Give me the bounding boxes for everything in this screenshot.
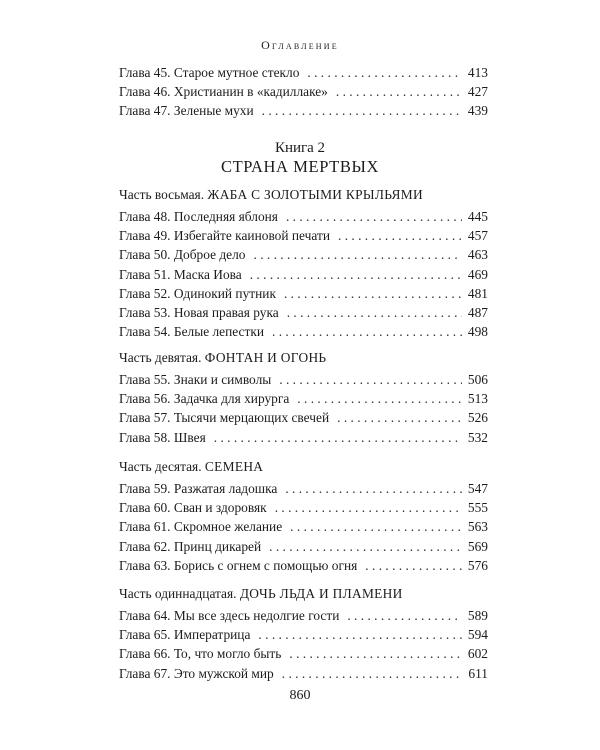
dot-leader [307,63,462,82]
part-name: ЖАБА С ЗОЛОТЫМИ КРЫЛЬЯМИ [207,187,423,202]
part-name: ДОЧЬ ЛЬДА И ПЛАМЕНИ [239,586,403,601]
part-heading[interactable] [119,186,488,204]
chapter-title: Глава 57. Тысячи мерцающих свечей [119,410,330,426]
dot-leader [262,101,462,120]
toc-entry[interactable] [119,479,488,498]
page-number: 445 [467,209,488,224]
page-number: 506 [467,372,488,387]
dot-leader [254,245,462,264]
chapter-title: Глава 51. Маска Иова [119,266,242,282]
toc-entry[interactable] [119,517,488,536]
chapter-title: Глава 47. Зеленые мухи [119,103,254,119]
part-label: Часть одиннадцатая. [119,586,237,601]
toc-block-part-8 [119,207,488,341]
page-number: 498 [467,324,488,340]
page-number: 532 [467,429,488,445]
book-label: Книга 2 [274,140,326,156]
book-title: СТРАНА МЕРТВЫХ [221,157,379,176]
toc-entry[interactable] [119,625,488,644]
page-number: 457 [467,228,488,244]
toc-entry[interactable] [119,245,488,264]
toc-entry[interactable] [119,606,488,625]
page-number: 547 [467,481,488,496]
dot-leader [269,537,462,556]
page-number: 413 [467,65,488,80]
toc-entry[interactable] [119,284,488,303]
page-number: 481 [467,285,488,301]
toc-entry[interactable] [119,408,488,427]
toc-entry[interactable] [119,101,488,120]
chapter-title: Глава 59. Разжатая ладошка [119,481,278,496]
part-name: СЕМЕНА [204,459,264,474]
dot-leader [214,428,462,447]
dot-leader [285,479,462,498]
chapter-title: Глава 65. Императрица [119,627,251,643]
chapter-title: Глава 46. Христианин в «кадиллаке» [119,84,328,100]
chapter-title: Глава 56. Задачка для хирурга [119,391,290,407]
running-head: Оглавление [261,38,339,52]
page-number: 602 [467,646,488,662]
chapter-title: Глава 54. Белые лепестки [119,324,265,340]
chapter-title: Глава 48. Последняя яблоня [119,209,278,224]
page-number: 469 [467,266,488,282]
dot-leader [336,82,462,101]
dot-leader [286,207,462,226]
toc-block-part-10 [119,479,488,575]
page-number: 439 [467,103,488,119]
toc-entry[interactable] [119,664,488,683]
page-number: 589 [467,608,488,623]
toc-block-top [119,63,488,121]
chapter-title: Глава 63. Борись с огнем с помощью огня [119,557,358,573]
page-number: 487 [467,304,488,320]
page-number: 526 [467,410,488,426]
toc-entry[interactable] [119,644,488,663]
chapter-title: Глава 60. Сван и здоровяк [119,500,267,516]
chapter-title: Глава 67. Это мужской мир [119,665,274,681]
toc-entry[interactable] [119,389,488,408]
dot-leader [338,226,462,245]
toc-entry[interactable] [119,498,488,517]
chapter-title: Глава 64. Мы все здесь недолгие гости [119,608,340,623]
chapter-title: Глава 49. Избегайте каиновой печати [119,228,331,244]
toc-entry[interactable] [119,370,488,389]
toc-entry[interactable] [119,537,488,556]
dot-leader [279,370,462,389]
page-number: 513 [467,391,488,407]
dot-leader [289,644,462,663]
toc-entry[interactable] [119,265,488,284]
dot-leader [284,284,462,303]
toc-entry[interactable] [119,82,488,101]
part-name: ФОНТАН И ОГОНЬ [204,350,327,365]
page-number: 463 [467,247,488,263]
page-number: 555 [467,500,488,516]
toc-entry[interactable] [119,428,488,447]
dot-leader [290,517,462,536]
page-number: 611 [468,665,488,681]
chapter-title: Глава 58. Швея [119,429,206,445]
chapter-title: Глава 50. Доброе дело [119,247,246,263]
dot-leader [272,322,462,341]
toc-entry[interactable] [119,63,488,82]
dot-leader [250,265,462,284]
part-heading[interactable] [119,585,488,603]
part-label: Часть девятая. [119,350,202,365]
dot-leader [275,498,462,517]
chapter-title: Глава 61. Скромное желание [119,519,283,535]
toc-entry[interactable] [119,303,488,322]
chapter-title: Глава 53. Новая правая рука [119,304,279,320]
page-number: 576 [467,557,488,573]
toc-block-part-11 [119,606,488,683]
dot-leader [282,664,462,683]
dot-leader [297,389,462,408]
toc-block-part-9 [119,370,488,447]
page-number: 427 [467,84,488,100]
part-label: Часть восьмая. [119,187,205,202]
chapter-title: Глава 62. Принц дикарей [119,538,262,554]
toc-entry[interactable] [119,322,488,341]
toc-entry[interactable] [119,556,488,575]
toc-entry[interactable] [119,207,488,226]
chapter-title: Глава 66. То, что могло быть [119,646,282,662]
chapter-title: Глава 55. Знаки и символы [119,372,272,387]
dot-leader [365,556,462,575]
part-heading[interactable] [119,458,488,476]
part-heading[interactable] [119,349,488,367]
page-number: 594 [467,627,488,643]
page-folio: 860 [289,688,311,703]
dot-leader [337,408,462,427]
dot-leader [347,606,462,625]
toc-entry[interactable] [119,226,488,245]
book-heading [0,140,600,177]
dot-leader [258,625,462,644]
chapter-title: Глава 45. Старое мутное стекло [119,65,300,80]
page-number: 569 [467,538,488,554]
dot-leader [287,303,462,322]
page-number: 563 [467,519,488,535]
chapter-title: Глава 52. Одинокий путник [119,285,276,301]
part-label: Часть десятая. [119,459,202,474]
